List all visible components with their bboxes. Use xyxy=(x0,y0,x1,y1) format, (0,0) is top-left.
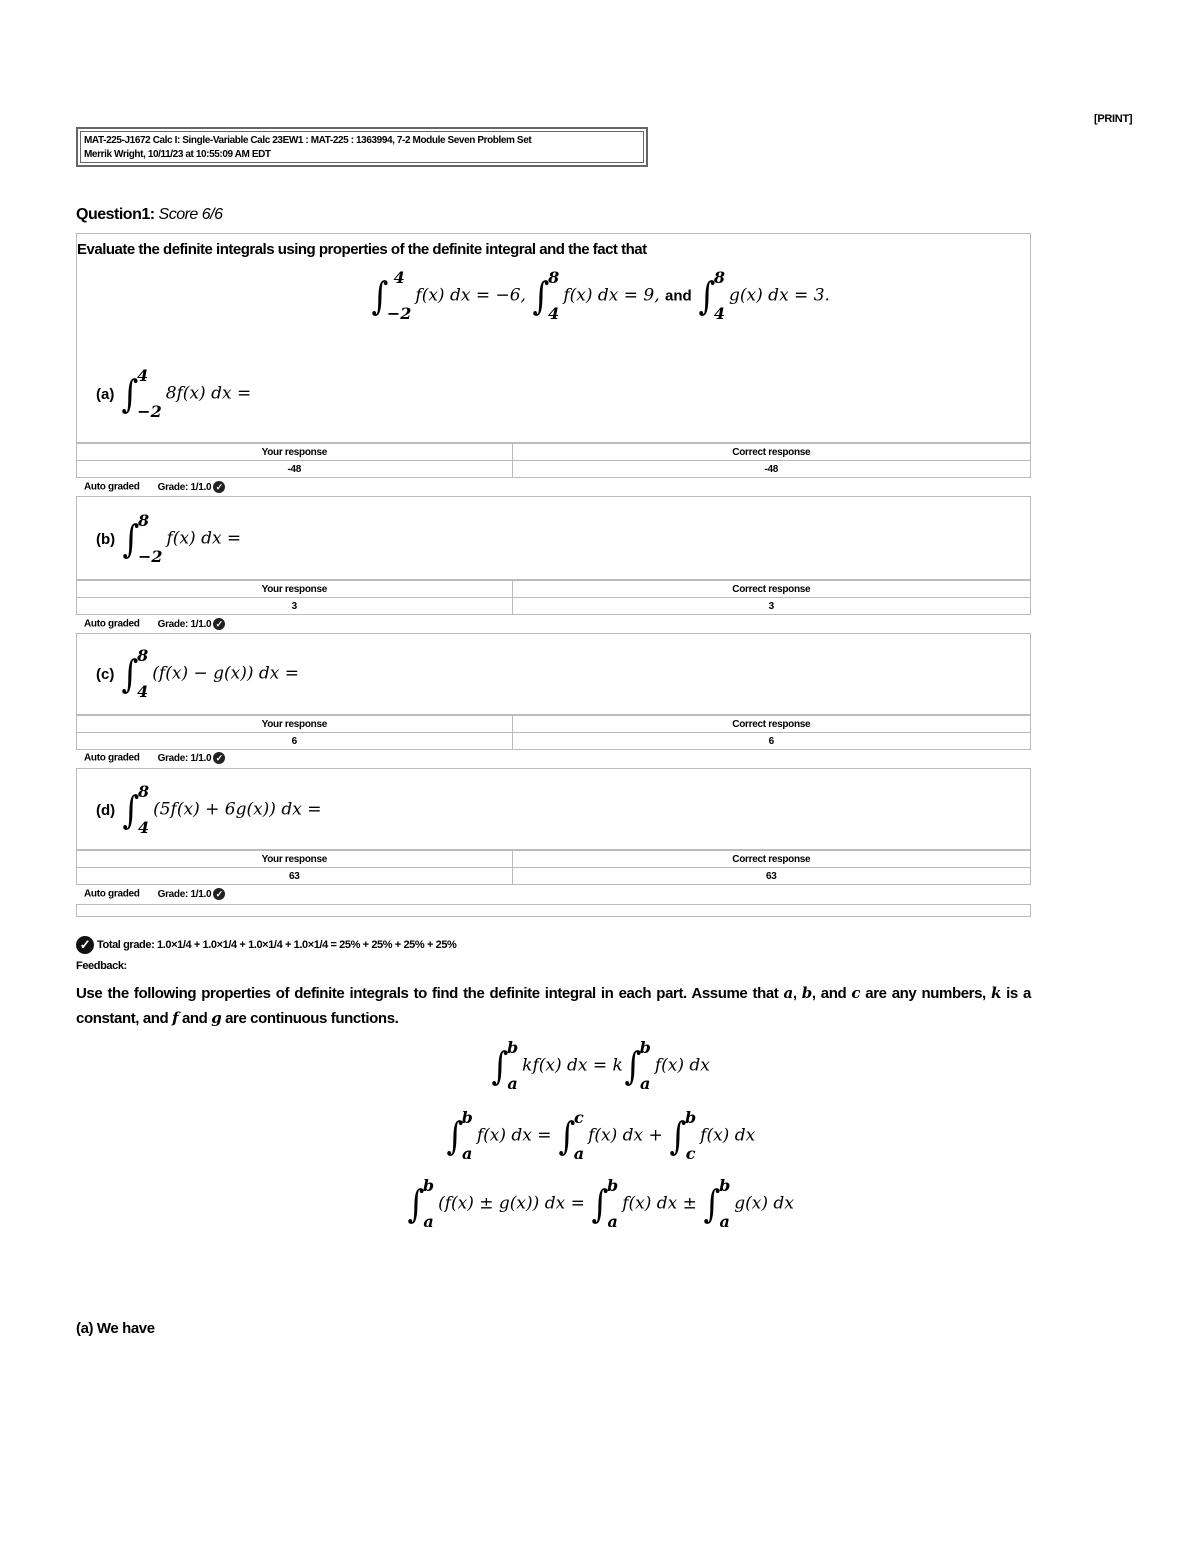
check-icon: ✓ xyxy=(213,752,225,764)
feedback-text xyxy=(76,981,1031,1031)
var: k xyxy=(990,984,1001,1002)
property-constant-multiple: ∫ b a kf(x) dx = k∫ b a f(x) dx xyxy=(491,1038,710,1093)
property-text: f(x) dx + xyxy=(588,1125,663,1146)
given-integral-3: g(x) dx = 3. xyxy=(729,285,830,306)
given-integral-1: f(x) dx = −6, xyxy=(415,285,526,306)
auto-graded-label: Auto graded xyxy=(84,618,140,630)
property-text: f(x) dx xyxy=(654,1055,710,1076)
upper-limit: 8 xyxy=(137,646,149,665)
property-text: kf(x) dx = k xyxy=(522,1055,623,1076)
feedback-label: Feedback: xyxy=(76,960,127,972)
grade-line-a xyxy=(84,481,225,493)
lower-limit: −2 xyxy=(386,304,412,323)
var: c xyxy=(851,984,861,1002)
feedback-text-part: are continuous functions. xyxy=(225,1010,399,1027)
lower-limit: 4 xyxy=(713,304,726,323)
student-line: Merrik Wright, 10/11/23 at 10:55:09 AM EDT xyxy=(84,149,271,160)
integral-sign: ∫ xyxy=(371,274,389,318)
your-response-header: Your response xyxy=(77,444,513,461)
course-line: MAT-225-J1672 Calc I: Single-Variable Calc 23EW1 : MAT-225 : 1363994, 7-2 Module Seven Problem Set xyxy=(84,135,532,146)
punct: , xyxy=(792,985,797,1002)
print-link[interactable]: [PRINT] xyxy=(1094,113,1133,125)
upper-limit: 8 xyxy=(548,268,560,287)
grade-line-c xyxy=(84,752,225,764)
var: f xyxy=(172,1009,179,1027)
your-response-header: Your response xyxy=(77,716,513,733)
property-additivity: ∫ b a f(x) dx = ∫ c a f(x) dx + ∫ b c f(x) dx xyxy=(446,1108,756,1163)
question-stem: Evaluate the definite integrals using properties of the definite integral and the fact that xyxy=(77,241,647,258)
integral-sign: ∫ xyxy=(121,652,139,696)
correct-response-value: 3 xyxy=(512,598,1030,615)
part-label: (c) xyxy=(96,665,115,683)
your-response-value: 3 xyxy=(77,598,513,615)
property-text: f(x) dx ± xyxy=(622,1193,697,1214)
part-label: (b) xyxy=(96,530,116,548)
auto-graded-label: Auto graded xyxy=(84,752,140,764)
property-text: f(x) dx = xyxy=(476,1125,552,1146)
part-d-prompt xyxy=(96,784,321,836)
correct-response-value: 63 xyxy=(512,868,1030,885)
part-expression: (5f(x) + 6g(x)) dx = xyxy=(153,799,322,820)
response-table-d xyxy=(76,850,1031,885)
feedback-text-part: are any numbers, xyxy=(865,985,986,1002)
part-b-prompt xyxy=(96,513,241,565)
grade-line-d xyxy=(84,888,225,900)
empty-panel xyxy=(76,904,1031,917)
feedback-text-part: is a constant, and xyxy=(76,985,1031,1027)
upper-limit: 8 xyxy=(713,268,726,287)
integral-sign: ∫ xyxy=(121,372,139,416)
lower-limit: 4 xyxy=(548,304,560,323)
part-a-prompt xyxy=(96,368,251,420)
check-icon: ✓ xyxy=(213,618,225,630)
upper-limit: 4 xyxy=(137,366,149,385)
grade-label: Grade: 1/1.0 xyxy=(157,481,212,493)
your-response-value: 63 xyxy=(77,868,513,885)
check-icon: ✓ xyxy=(213,888,225,900)
response-table-a xyxy=(76,443,1031,478)
correct-response-header: Correct response xyxy=(512,581,1030,598)
var: g xyxy=(211,1009,222,1027)
solution-part-a: (a) We have xyxy=(76,1320,155,1337)
correct-response-header: Correct response xyxy=(512,851,1030,868)
punct: , and xyxy=(811,985,847,1002)
integral-sign: ∫ xyxy=(122,517,140,561)
upper-limit: 4 xyxy=(393,268,405,287)
var: b xyxy=(801,984,812,1002)
grade-label: Grade: 1/1.0 xyxy=(157,888,212,900)
your-response-header: Your response xyxy=(77,851,513,868)
integral-sign: ∫ xyxy=(122,788,140,832)
auto-graded-label: Auto graded xyxy=(84,888,140,900)
your-response-value: 6 xyxy=(77,733,513,750)
property-text: f(x) dx xyxy=(700,1125,756,1146)
part-expression: f(x) dx = xyxy=(166,528,242,549)
upper-limit: 8 xyxy=(137,782,150,801)
integral-sign: ∫ xyxy=(532,274,550,318)
part-label: (a) xyxy=(96,385,115,403)
property-text: (f(x) ± g(x)) dx = xyxy=(438,1193,585,1214)
lower-limit: −2 xyxy=(137,402,162,421)
property-text: g(x) dx xyxy=(734,1193,794,1214)
grade-label: Grade: 1/1.0 xyxy=(157,618,212,630)
response-table-b xyxy=(76,580,1031,615)
check-circle-icon: ✓ xyxy=(76,936,94,954)
part-expression: (f(x) − g(x)) dx = xyxy=(152,663,300,684)
lower-limit: 4 xyxy=(137,682,149,701)
total-grade xyxy=(76,936,456,954)
response-table-c xyxy=(76,715,1031,750)
correct-response-header: Correct response xyxy=(512,444,1030,461)
correct-response-value: 6 xyxy=(512,733,1030,750)
part-label: (d) xyxy=(96,801,116,819)
correct-response-header: Correct response xyxy=(512,716,1030,733)
grade-line-b xyxy=(84,618,225,630)
auto-graded-label: Auto graded xyxy=(84,481,140,493)
check-icon: ✓ xyxy=(213,481,225,493)
grade-label: Grade: 1/1.0 xyxy=(157,752,212,764)
correct-response-value: -48 xyxy=(512,461,1030,478)
lower-limit: 4 xyxy=(137,818,150,837)
part-c-prompt xyxy=(96,648,299,700)
integral-sign: ∫ xyxy=(698,274,716,318)
part-expression: 8f(x) dx = xyxy=(165,383,252,404)
your-response-header: Your response xyxy=(77,581,513,598)
upper-limit: 8 xyxy=(137,511,150,530)
given-integrals xyxy=(0,270,1200,322)
property-sum-difference: ∫ b a (f(x) ± g(x)) dx = ∫ b a f(x) dx ± ∫ b a g(x) dx xyxy=(407,1176,794,1231)
total-grade-text: Total grade: 1.0×1/4 + 1.0×1/4 + 1.0×1/4 + 1.0×1/4 = 25% + 25% + 25% + 25% xyxy=(97,938,457,951)
course-header xyxy=(76,127,648,167)
feedback-text-part: and xyxy=(181,1010,208,1027)
your-response-value: -48 xyxy=(77,461,513,478)
question-label: Question1: xyxy=(76,206,155,223)
var: a xyxy=(783,984,793,1002)
and-word: and xyxy=(665,287,692,305)
lower-limit: −2 xyxy=(137,547,163,566)
given-integral-2: f(x) dx = 9, xyxy=(563,285,660,306)
feedback-text-part: Use the following properties of definite integrals to find the definite integral in each part. Assume that xyxy=(76,985,779,1002)
question-score: Score 6/6 xyxy=(158,206,223,223)
question-title xyxy=(76,206,223,224)
